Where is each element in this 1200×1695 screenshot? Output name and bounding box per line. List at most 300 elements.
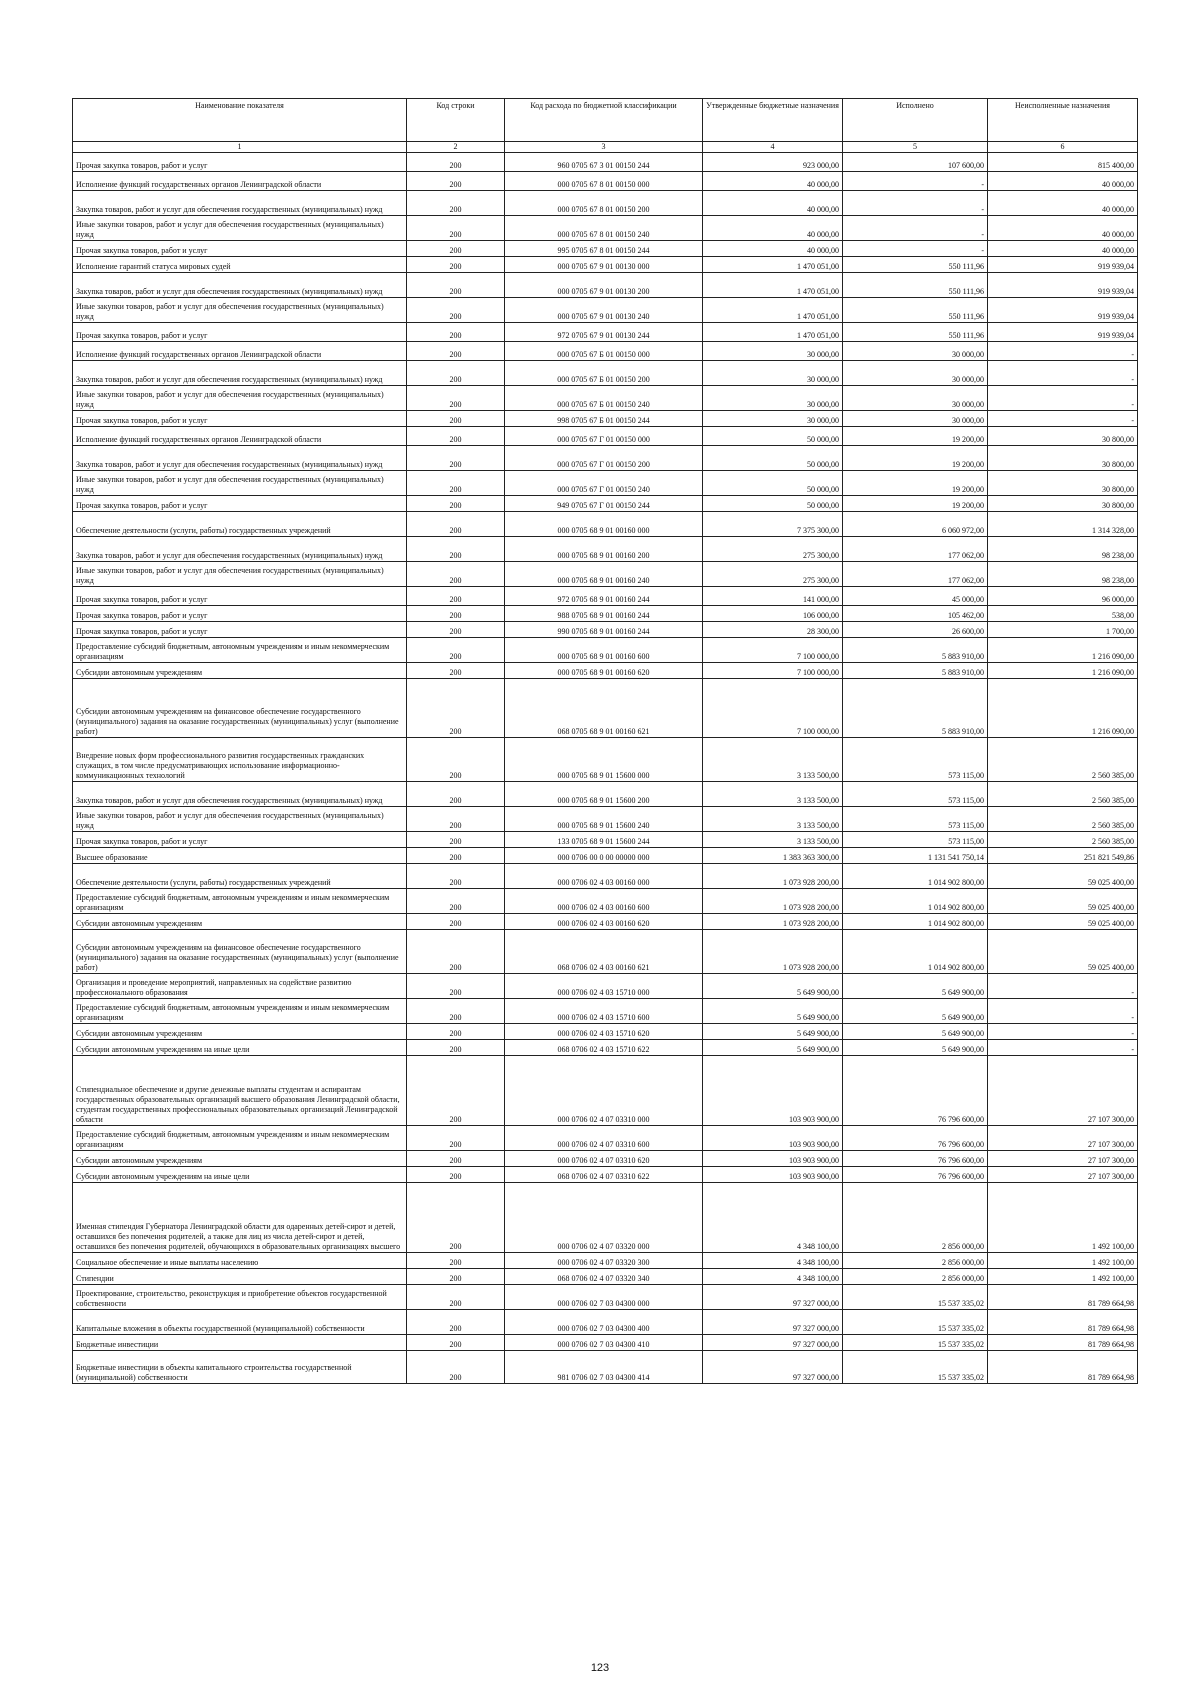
table-body <box>73 153 1138 1384</box>
cell-unexecuted: 98 238,00 <box>988 537 1138 562</box>
header-executed: Исполнено <box>843 99 988 142</box>
cell-budget-code: 000 0706 02 4 03 15710 600 <box>505 999 703 1024</box>
cell-executed: 19 200,00 <box>843 446 988 471</box>
cell-budget-code: 000 0706 02 4 03 00160 620 <box>505 914 703 930</box>
cell-approved: 275 300,00 <box>703 537 843 562</box>
cell-line-code: 200 <box>407 889 505 914</box>
cell-budget-code: 000 0706 02 4 07 03310 620 <box>505 1151 703 1167</box>
cell-unexecuted: 1 216 090,00 <box>988 638 1138 663</box>
cell-indicator-name: Субсидии автономным учреждениям <box>73 1151 407 1167</box>
cell-line-code: 200 <box>407 1253 505 1269</box>
cell-line-code: 200 <box>407 1056 505 1126</box>
header-approved: Утвержденные бюджетные назначения <box>703 99 843 142</box>
cell-indicator-name: Организация и проведение мероприятий, направленных на содействие развитию профессионального образования <box>73 974 407 999</box>
table-row <box>73 782 1138 807</box>
cell-budget-code: 995 0705 67 8 01 00150 244 <box>505 241 703 257</box>
cell-approved: 3 133 500,00 <box>703 807 843 832</box>
cell-line-code: 200 <box>407 1151 505 1167</box>
cell-line-code: 200 <box>407 1310 505 1335</box>
cell-budget-code: 000 0705 67 Б 01 00150 000 <box>505 342 703 361</box>
cell-approved: 141 000,00 <box>703 587 843 606</box>
table-row <box>73 257 1138 273</box>
cell-unexecuted: 2 560 385,00 <box>988 807 1138 832</box>
cell-executed: 26 600,00 <box>843 622 988 638</box>
cell-approved: 28 300,00 <box>703 622 843 638</box>
cell-line-code: 200 <box>407 562 505 587</box>
cell-line-code: 200 <box>407 1024 505 1040</box>
cell-indicator-name: Внедрение новых форм профессионального развития государственных гражданских служащих, в том числе предусматривающих использование информационно-коммуникационных технологий <box>73 738 407 782</box>
cell-line-code: 200 <box>407 257 505 273</box>
header-budget-code: Код расхода по бюджетной классификации <box>505 99 703 142</box>
cell-approved: 1 383 363 300,00 <box>703 848 843 864</box>
cell-approved: 1 470 051,00 <box>703 273 843 298</box>
cell-indicator-name: Обеспечение деятельности (услуги, работы) государственных учреждений <box>73 864 407 889</box>
cell-executed: 45 000,00 <box>843 587 988 606</box>
cell-executed: 550 111,96 <box>843 273 988 298</box>
table-row <box>73 974 1138 999</box>
cell-unexecuted: 59 025 400,00 <box>988 930 1138 974</box>
cell-budget-code: 949 0705 67 Г 01 00150 244 <box>505 496 703 512</box>
cell-budget-code: 998 0705 67 Б 01 00150 244 <box>505 411 703 427</box>
cell-line-code: 200 <box>407 191 505 216</box>
table-row <box>73 864 1138 889</box>
cell-indicator-name: Иные закупки товаров, работ и услуг для обеспечения государственных (муниципальных) нужд <box>73 562 407 587</box>
cell-executed: 5 883 910,00 <box>843 638 988 663</box>
cell-executed: 6 060 972,00 <box>843 512 988 537</box>
cell-budget-code: 000 0705 67 Г 01 00150 240 <box>505 471 703 496</box>
cell-approved: 1 073 928 200,00 <box>703 930 843 974</box>
cell-executed: 573 115,00 <box>843 738 988 782</box>
cell-unexecuted: 27 107 300,00 <box>988 1167 1138 1183</box>
cell-indicator-name: Прочая закупка товаров, работ и услуг <box>73 606 407 622</box>
cell-indicator-name: Исполнение функций государственных органов Ленинградской области <box>73 172 407 191</box>
cell-budget-code: 988 0705 68 9 01 00160 244 <box>505 606 703 622</box>
cell-approved: 97 327 000,00 <box>703 1351 843 1384</box>
table-row <box>73 427 1138 446</box>
cell-executed: 30 000,00 <box>843 411 988 427</box>
cell-budget-code: 000 0705 68 9 01 00160 240 <box>505 562 703 587</box>
cell-executed: 5 883 910,00 <box>843 663 988 679</box>
table-row <box>73 807 1138 832</box>
cell-indicator-name: Прочая закупка товаров, работ и услуг <box>73 411 407 427</box>
cell-approved: 103 903 900,00 <box>703 1151 843 1167</box>
cell-unexecuted: - <box>988 1040 1138 1056</box>
page-number: 123 <box>590 1662 610 1674</box>
table-header-row <box>73 99 1138 142</box>
cell-approved: 103 903 900,00 <box>703 1056 843 1126</box>
cell-approved: 1 073 928 200,00 <box>703 889 843 914</box>
cell-budget-code: 000 0705 68 9 01 15600 240 <box>505 807 703 832</box>
cell-budget-code: 000 0706 02 4 03 00160 600 <box>505 889 703 914</box>
cell-approved: 97 327 000,00 <box>703 1335 843 1351</box>
cell-unexecuted: 1 700,00 <box>988 622 1138 638</box>
table-row <box>73 1335 1138 1351</box>
cell-line-code: 200 <box>407 1269 505 1285</box>
cell-unexecuted: 27 107 300,00 <box>988 1126 1138 1151</box>
table-row <box>73 323 1138 342</box>
cell-indicator-name: Закупка товаров, работ и услуг для обеспечения государственных (муниципальных) нужд <box>73 446 407 471</box>
cell-executed: 550 111,96 <box>843 298 988 323</box>
column-number: 5 <box>843 142 988 153</box>
cell-line-code: 200 <box>407 446 505 471</box>
table-row <box>73 889 1138 914</box>
cell-line-code: 200 <box>407 864 505 889</box>
cell-unexecuted: 96 000,00 <box>988 587 1138 606</box>
cell-executed: 107 600,00 <box>843 153 988 172</box>
cell-executed: 5 883 910,00 <box>843 679 988 738</box>
cell-unexecuted: 1 314 328,00 <box>988 512 1138 537</box>
cell-indicator-name: Предоставление субсидий бюджетным, автономным учреждениям и иным некоммерческим организациям <box>73 1126 407 1151</box>
cell-executed: 15 537 335,02 <box>843 1310 988 1335</box>
cell-unexecuted: 1 216 090,00 <box>988 663 1138 679</box>
cell-approved: 30 000,00 <box>703 361 843 386</box>
table-row <box>73 273 1138 298</box>
cell-unexecuted: 30 800,00 <box>988 427 1138 446</box>
cell-unexecuted: 1 492 100,00 <box>988 1183 1138 1253</box>
cell-indicator-name: Прочая закупка товаров, работ и услуг <box>73 622 407 638</box>
header-indicator-name: Наименование показателя <box>73 99 407 142</box>
cell-approved: 7 100 000,00 <box>703 663 843 679</box>
cell-line-code: 200 <box>407 512 505 537</box>
cell-indicator-name: Закупка товаров, работ и услуг для обеспечения государственных (муниципальных) нужд <box>73 782 407 807</box>
cell-approved: 40 000,00 <box>703 191 843 216</box>
cell-approved: 4 348 100,00 <box>703 1253 843 1269</box>
cell-approved: 40 000,00 <box>703 172 843 191</box>
cell-approved: 40 000,00 <box>703 216 843 241</box>
cell-budget-code: 000 0705 68 9 01 15600 200 <box>505 782 703 807</box>
cell-executed: 573 115,00 <box>843 782 988 807</box>
cell-executed: 105 462,00 <box>843 606 988 622</box>
table-row <box>73 361 1138 386</box>
cell-indicator-name: Именная стипендия Губернатора Ленинградской области для одаренных детей-сирот и детей, оставшихся без попечения родителей, а также для лиц из числа детей-сирот и детей, оставшихся без попечения родителей, обучающихся в образовательных организациях высшего <box>73 1183 407 1253</box>
cell-executed: - <box>843 172 988 191</box>
cell-indicator-name: Прочая закупка товаров, работ и услуг <box>73 153 407 172</box>
cell-approved: 30 000,00 <box>703 411 843 427</box>
cell-executed: 573 115,00 <box>843 807 988 832</box>
cell-budget-code: 068 0706 02 4 03 00160 621 <box>505 930 703 974</box>
cell-unexecuted: 40 000,00 <box>988 241 1138 257</box>
cell-budget-code: 000 0706 02 4 03 15710 000 <box>505 974 703 999</box>
cell-budget-code: 068 0705 68 9 01 00160 621 <box>505 679 703 738</box>
cell-executed: 1 131 541 750,14 <box>843 848 988 864</box>
cell-indicator-name: Стипендии <box>73 1269 407 1285</box>
cell-unexecuted: 27 107 300,00 <box>988 1056 1138 1126</box>
cell-approved: 30 000,00 <box>703 386 843 411</box>
cell-line-code: 200 <box>407 537 505 562</box>
table-row <box>73 930 1138 974</box>
cell-line-code: 200 <box>407 782 505 807</box>
cell-line-code: 200 <box>407 832 505 848</box>
cell-line-code: 200 <box>407 930 505 974</box>
table-row <box>73 496 1138 512</box>
table-row <box>73 153 1138 172</box>
cell-indicator-name: Прочая закупка товаров, работ и услуг <box>73 323 407 342</box>
table-row <box>73 914 1138 930</box>
table-row <box>73 1126 1138 1151</box>
cell-line-code: 200 <box>407 848 505 864</box>
cell-executed: 1 014 902 800,00 <box>843 914 988 930</box>
cell-executed: 76 796 600,00 <box>843 1151 988 1167</box>
cell-executed: 1 014 902 800,00 <box>843 930 988 974</box>
cell-budget-code: 960 0705 67 3 01 00150 244 <box>505 153 703 172</box>
cell-budget-code: 000 0705 67 Г 01 00150 000 <box>505 427 703 446</box>
cell-indicator-name: Субсидии автономным учреждениям на иные цели <box>73 1040 407 1056</box>
cell-executed: 5 649 900,00 <box>843 999 988 1024</box>
table-row <box>73 1351 1138 1384</box>
table-row <box>73 679 1138 738</box>
cell-budget-code: 000 0706 02 4 07 03310 600 <box>505 1126 703 1151</box>
cell-approved: 275 300,00 <box>703 562 843 587</box>
cell-unexecuted: 2 560 385,00 <box>988 738 1138 782</box>
cell-budget-code: 000 0705 67 Б 01 00150 200 <box>505 361 703 386</box>
cell-line-code: 200 <box>407 606 505 622</box>
cell-indicator-name: Исполнение функций государственных органов Ленинградской области <box>73 342 407 361</box>
table-row <box>73 562 1138 587</box>
table-row <box>73 848 1138 864</box>
cell-unexecuted: 81 789 664,98 <box>988 1335 1138 1351</box>
cell-budget-code: 000 0705 68 9 01 00160 600 <box>505 638 703 663</box>
table-row <box>73 1167 1138 1183</box>
cell-indicator-name: Предоставление субсидий бюджетным, автономным учреждениям и иным некоммерческим организациям <box>73 638 407 663</box>
cell-indicator-name: Прочая закупка товаров, работ и услуг <box>73 241 407 257</box>
table-row <box>73 606 1138 622</box>
column-number: 2 <box>407 142 505 153</box>
table-row <box>73 298 1138 323</box>
cell-approved: 923 000,00 <box>703 153 843 172</box>
cell-unexecuted: 251 821 549,86 <box>988 848 1138 864</box>
cell-budget-code: 000 0706 00 0 00 00000 000 <box>505 848 703 864</box>
cell-indicator-name: Прочая закупка товаров, работ и услуг <box>73 832 407 848</box>
cell-unexecuted: 98 238,00 <box>988 562 1138 587</box>
table-row <box>73 512 1138 537</box>
cell-executed: 76 796 600,00 <box>843 1056 988 1126</box>
table-row <box>73 999 1138 1024</box>
cell-executed: 15 537 335,02 <box>843 1335 988 1351</box>
cell-line-code: 200 <box>407 999 505 1024</box>
table-row <box>73 587 1138 606</box>
cell-unexecuted: 81 789 664,98 <box>988 1351 1138 1384</box>
cell-approved: 3 133 500,00 <box>703 832 843 848</box>
cell-indicator-name: Иные закупки товаров, работ и услуг для обеспечения государственных (муниципальных) нужд <box>73 386 407 411</box>
cell-line-code: 200 <box>407 1183 505 1253</box>
cell-budget-code: 000 0706 02 4 07 03320 300 <box>505 1253 703 1269</box>
column-number-row <box>73 142 1138 153</box>
cell-indicator-name: Субсидии автономным учреждениям <box>73 1024 407 1040</box>
table-row <box>73 738 1138 782</box>
table-row <box>73 1151 1138 1167</box>
cell-line-code: 200 <box>407 273 505 298</box>
cell-indicator-name: Прочая закупка товаров, работ и услуг <box>73 587 407 606</box>
cell-budget-code: 000 0706 02 4 03 00160 000 <box>505 864 703 889</box>
cell-unexecuted: - <box>988 361 1138 386</box>
header-unexecuted: Неисполненные назначения <box>988 99 1138 142</box>
cell-indicator-name: Закупка товаров, работ и услуг для обеспечения государственных (муниципальных) нужд <box>73 273 407 298</box>
cell-approved: 7 100 000,00 <box>703 638 843 663</box>
cell-indicator-name: Закупка товаров, работ и услуг для обеспечения государственных (муниципальных) нужд <box>73 191 407 216</box>
cell-executed: 76 796 600,00 <box>843 1167 988 1183</box>
table-row <box>73 663 1138 679</box>
cell-executed: 30 000,00 <box>843 386 988 411</box>
table-row <box>73 216 1138 241</box>
table-row <box>73 1040 1138 1056</box>
cell-unexecuted: 815 400,00 <box>988 153 1138 172</box>
cell-approved: 5 649 900,00 <box>703 999 843 1024</box>
table-row <box>73 411 1138 427</box>
cell-budget-code: 000 0706 02 4 07 03310 000 <box>505 1056 703 1126</box>
cell-budget-code: 000 0705 67 Б 01 00150 240 <box>505 386 703 411</box>
table-row <box>73 241 1138 257</box>
cell-unexecuted: 59 025 400,00 <box>988 889 1138 914</box>
cell-indicator-name: Иные закупки товаров, работ и услуг для обеспечения государственных (муниципальных) нужд <box>73 298 407 323</box>
header-line-code: Код строки <box>407 99 505 142</box>
table-row <box>73 172 1138 191</box>
cell-executed: 15 537 335,02 <box>843 1285 988 1310</box>
cell-approved: 3 133 500,00 <box>703 782 843 807</box>
column-number: 1 <box>73 142 407 153</box>
cell-indicator-name: Предоставление субсидий бюджетным, автономным учреждениям и иным некоммерческим организациям <box>73 999 407 1024</box>
cell-executed: 550 111,96 <box>843 323 988 342</box>
cell-budget-code: 990 0705 68 9 01 00160 244 <box>505 622 703 638</box>
cell-unexecuted: 919 939,04 <box>988 257 1138 273</box>
cell-approved: 3 133 500,00 <box>703 738 843 782</box>
cell-executed: 2 856 000,00 <box>843 1269 988 1285</box>
cell-unexecuted: 81 789 664,98 <box>988 1310 1138 1335</box>
cell-line-code: 200 <box>407 974 505 999</box>
cell-line-code: 200 <box>407 1126 505 1151</box>
cell-line-code: 200 <box>407 663 505 679</box>
cell-indicator-name: Иные закупки товаров, работ и услуг для обеспечения государственных (муниципальных) нужд <box>73 216 407 241</box>
cell-budget-code: 972 0705 67 9 01 00130 244 <box>505 323 703 342</box>
table-row <box>73 832 1138 848</box>
cell-executed: 5 649 900,00 <box>843 974 988 999</box>
cell-unexecuted: - <box>988 1024 1138 1040</box>
cell-unexecuted: 538,00 <box>988 606 1138 622</box>
cell-unexecuted: 30 800,00 <box>988 446 1138 471</box>
cell-executed: 76 796 600,00 <box>843 1126 988 1151</box>
cell-executed: 15 537 335,02 <box>843 1351 988 1384</box>
cell-line-code: 200 <box>407 1167 505 1183</box>
column-number: 6 <box>988 142 1138 153</box>
cell-indicator-name: Социальное обеспечение и иные выплаты населению <box>73 1253 407 1269</box>
cell-unexecuted: 59 025 400,00 <box>988 914 1138 930</box>
cell-indicator-name: Обеспечение деятельности (услуги, работы) государственных учреждений <box>73 512 407 537</box>
cell-line-code: 200 <box>407 386 505 411</box>
cell-line-code: 200 <box>407 361 505 386</box>
cell-approved: 4 348 100,00 <box>703 1269 843 1285</box>
table-row <box>73 446 1138 471</box>
budget-execution-table <box>72 98 1138 1384</box>
cell-approved: 1 470 051,00 <box>703 298 843 323</box>
cell-approved: 1 470 051,00 <box>703 323 843 342</box>
cell-budget-code: 068 0706 02 4 07 03320 340 <box>505 1269 703 1285</box>
cell-approved: 5 649 900,00 <box>703 1040 843 1056</box>
cell-line-code: 200 <box>407 1351 505 1384</box>
cell-approved: 97 327 000,00 <box>703 1310 843 1335</box>
cell-unexecuted: 81 789 664,98 <box>988 1285 1138 1310</box>
cell-unexecuted: 30 800,00 <box>988 471 1138 496</box>
table-row <box>73 1056 1138 1126</box>
cell-line-code: 200 <box>407 471 505 496</box>
cell-unexecuted: 2 560 385,00 <box>988 782 1138 807</box>
cell-approved: 97 327 000,00 <box>703 1285 843 1310</box>
cell-executed: 30 000,00 <box>843 342 988 361</box>
cell-line-code: 200 <box>407 411 505 427</box>
cell-unexecuted: 59 025 400,00 <box>988 864 1138 889</box>
cell-approved: 50 000,00 <box>703 446 843 471</box>
cell-indicator-name: Высшее образование <box>73 848 407 864</box>
cell-budget-code: 000 0705 67 9 01 00130 000 <box>505 257 703 273</box>
cell-line-code: 200 <box>407 172 505 191</box>
cell-line-code: 200 <box>407 914 505 930</box>
cell-approved: 1 073 928 200,00 <box>703 914 843 930</box>
cell-indicator-name: Бюджетные инвестиции <box>73 1335 407 1351</box>
report-sheet <box>72 98 1137 1384</box>
cell-approved: 106 000,00 <box>703 606 843 622</box>
cell-executed: 30 000,00 <box>843 361 988 386</box>
cell-line-code: 200 <box>407 342 505 361</box>
cell-indicator-name: Иные закупки товаров, работ и услуг для обеспечения государственных (муниципальных) нужд <box>73 807 407 832</box>
cell-indicator-name: Иные закупки товаров, работ и услуг для обеспечения государственных (муниципальных) нужд <box>73 471 407 496</box>
cell-unexecuted: 40 000,00 <box>988 191 1138 216</box>
cell-indicator-name: Бюджетные инвестиции в объекты капитального строительства государственной (муниципальной) собственности <box>73 1351 407 1384</box>
cell-approved: 50 000,00 <box>703 427 843 446</box>
cell-indicator-name: Субсидии автономным учреждениям на иные цели <box>73 1167 407 1183</box>
cell-indicator-name: Проектирование, строительство, реконструкция и приобретение объектов государственной собственности <box>73 1285 407 1310</box>
cell-approved: 50 000,00 <box>703 471 843 496</box>
cell-indicator-name: Закупка товаров, работ и услуг для обеспечения государственных (муниципальных) нужд <box>73 361 407 386</box>
cell-line-code: 200 <box>407 496 505 512</box>
cell-unexecuted: 40 000,00 <box>988 216 1138 241</box>
cell-unexecuted: - <box>988 974 1138 999</box>
cell-budget-code: 000 0705 67 Г 01 00150 200 <box>505 446 703 471</box>
cell-executed: 177 062,00 <box>843 537 988 562</box>
cell-line-code: 200 <box>407 427 505 446</box>
cell-budget-code: 000 0705 67 9 01 00130 200 <box>505 273 703 298</box>
cell-line-code: 200 <box>407 622 505 638</box>
cell-unexecuted: 1 492 100,00 <box>988 1269 1138 1285</box>
cell-approved: 5 649 900,00 <box>703 974 843 999</box>
cell-unexecuted: 919 939,04 <box>988 323 1138 342</box>
cell-unexecuted: - <box>988 386 1138 411</box>
cell-executed: 550 111,96 <box>843 257 988 273</box>
cell-line-code: 200 <box>407 298 505 323</box>
cell-approved: 7 100 000,00 <box>703 679 843 738</box>
cell-approved: 103 903 900,00 <box>703 1126 843 1151</box>
cell-approved: 5 649 900,00 <box>703 1024 843 1040</box>
cell-executed: 5 649 900,00 <box>843 1040 988 1056</box>
cell-budget-code: 000 0705 68 9 01 15600 000 <box>505 738 703 782</box>
cell-indicator-name: Субсидии автономным учреждениям <box>73 914 407 930</box>
cell-line-code: 200 <box>407 679 505 738</box>
cell-approved: 50 000,00 <box>703 496 843 512</box>
cell-indicator-name: Предоставление субсидий бюджетным, автономным учреждениям и иным некоммерческим организациям <box>73 889 407 914</box>
cell-budget-code: 000 0705 67 8 01 00150 000 <box>505 172 703 191</box>
cell-budget-code: 068 0706 02 4 03 15710 622 <box>505 1040 703 1056</box>
cell-line-code: 200 <box>407 638 505 663</box>
cell-budget-code: 981 0706 02 7 03 04300 414 <box>505 1351 703 1384</box>
cell-budget-code: 000 0706 02 4 07 03320 000 <box>505 1183 703 1253</box>
cell-line-code: 200 <box>407 1335 505 1351</box>
cell-budget-code: 000 0706 02 7 03 04300 400 <box>505 1310 703 1335</box>
cell-executed: - <box>843 191 988 216</box>
cell-unexecuted: 919 939,04 <box>988 273 1138 298</box>
cell-indicator-name: Стипендиальное обеспечение и другие денежные выплаты студентам и аспирантам государственных образовательных организаций высшего образования Ленинградской области, студентам государственных профессиональных образовательных организаций Ленинградской области <box>73 1056 407 1126</box>
cell-indicator-name: Субсидии автономным учреждениям <box>73 663 407 679</box>
table-row <box>73 1253 1138 1269</box>
cell-indicator-name: Прочая закупка товаров, работ и услуг <box>73 496 407 512</box>
table-row <box>73 386 1138 411</box>
cell-line-code: 200 <box>407 241 505 257</box>
